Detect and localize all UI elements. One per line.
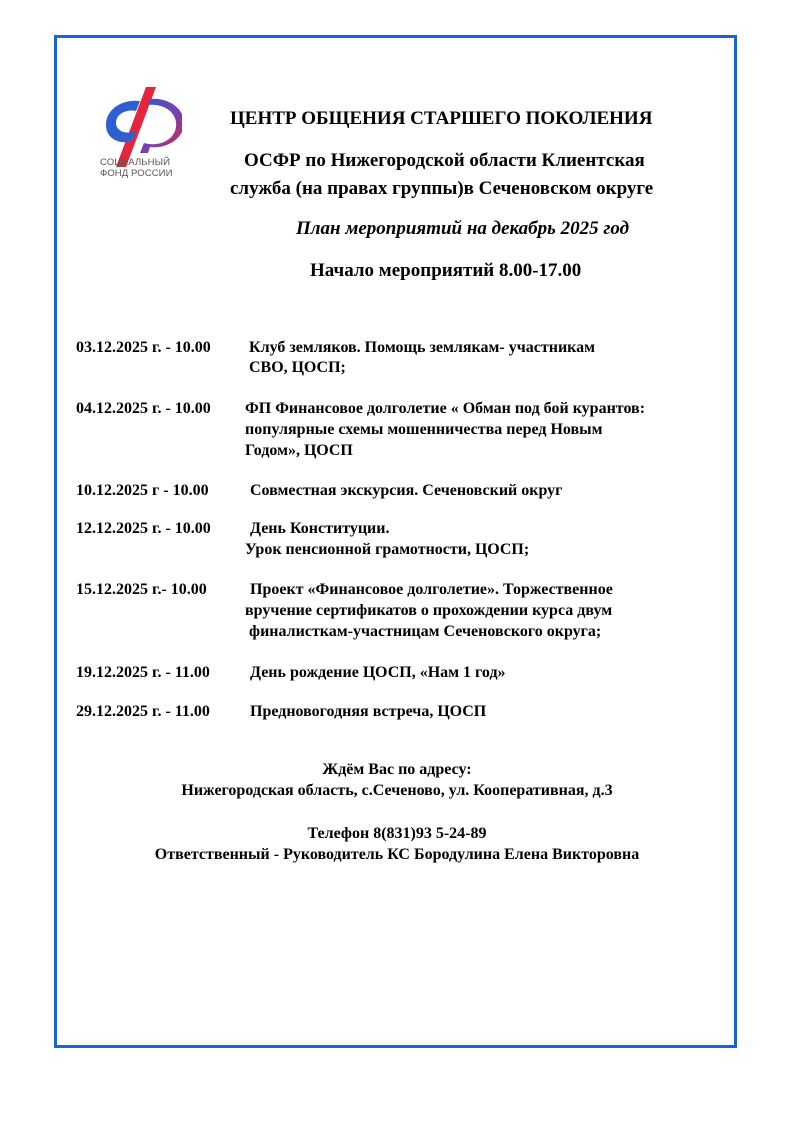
address-text: Нижегородская область, с.Сеченово, ул. Кооперативная, д.3 (181, 782, 613, 799)
logo-text-line2: ФОНД РОССИИ (100, 168, 173, 179)
header-subtitle-line1: ОСФР по Нижегородской области Клиентская (244, 150, 645, 171)
phone-text: Телефон 8(831)93 5-24-89 (307, 825, 487, 842)
plan-title: План мероприятий на декабрь 2025 год (296, 218, 630, 239)
event-date: 10.12.2025 г - 10.00 (76, 482, 209, 499)
event-date: 04.12.2025 г. - 10.00 (76, 400, 211, 417)
event-text: Годом», ЦОСП (245, 442, 353, 459)
event-text: СВО, ЦОСП; (249, 359, 346, 376)
event-date: 29.12.2025 г. - 11.00 (76, 703, 210, 720)
responsible-text: Ответственный - Руководитель КС Бородулина Елена Викторовна (154, 846, 640, 863)
event-text: День Конституции. (250, 520, 390, 537)
event-text: финалисткам-участницам Сеченовского округа; (249, 623, 602, 640)
event-date: 12.12.2025 г. - 10.00 (76, 520, 211, 537)
invite-text: Ждём Вас по адресу: (322, 761, 472, 778)
start-time: Начало мероприятий 8.00-17.00 (310, 260, 582, 281)
logo-text-line1: СОЦИАЛЬНЫЙ (100, 157, 171, 168)
event-date: 19.12.2025 г. - 11.00 (76, 664, 210, 681)
logo-text (100, 157, 190, 179)
event-text: Совместная экскурсия. Сеченовский округ (250, 482, 563, 499)
event-text: популярные схемы мошенничества перед Новым (245, 421, 603, 438)
event-date: 03.12.2025 г. - 10.00 (76, 339, 211, 356)
event-text: Проект «Финансовое долголетие». Торжественное (250, 581, 613, 598)
event-text: Урок пенсионной грамотности, ЦОСП; (245, 541, 530, 558)
event-text: Клуб земляков. Помощь землякам- участникам (249, 339, 596, 356)
event-text: Предновогодняя встреча, ЦОСП (250, 703, 487, 720)
event-date: 15.12.2025 г.- 10.00 (76, 581, 207, 598)
header-subtitle-line2: служба (на правах группы)в Сеченовском округе (230, 178, 654, 199)
event-text: День рождение ЦОСП, «Нам 1 год» (250, 664, 506, 681)
header-title: ЦЕНТР ОБЩЕНИЯ СТАРШЕГО ПОКОЛЕНИЯ (230, 108, 653, 129)
event-text: ФП Финансовое долголетие « Обман под бой курантов: (245, 400, 646, 417)
event-text: вручение сертификатов о прохождении курса двум (245, 602, 613, 619)
